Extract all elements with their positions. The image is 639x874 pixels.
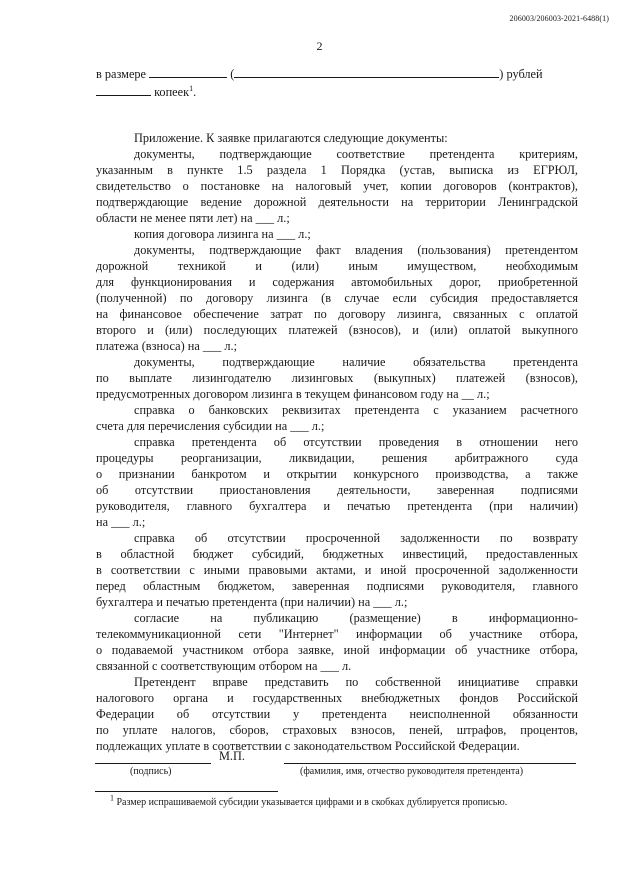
attachment-line: в соответствии с иными правовыми актами, и иной просроченной задолженности [96, 563, 578, 577]
amount-open-paren: ( [230, 67, 235, 81]
attachment-line: счета для перечисления субсидии на ___ л.; [96, 419, 325, 433]
page-number: 2 [316, 39, 323, 53]
attachment-line: на ___ л.; [96, 515, 146, 529]
attachment-line: области не менее пяти лет) на ___ л.; [96, 211, 290, 225]
signature-line [95, 762, 211, 764]
footnote-separator [95, 791, 278, 792]
footnote-text: Размер испрашиваемой субсидии указывается цифрами и в скобках дублируется прописью. [116, 797, 508, 808]
amount-rubles-label: ) рублей [499, 67, 543, 81]
attachment-line: по выплате лизингодателю лизинговых (выкупных) платежей (взносов), [96, 371, 578, 385]
stamp-label: М.П. [219, 749, 245, 763]
attachment-line: на финансовое обеспечение затрат по договору лизинга, связанных с оплатой [96, 307, 578, 321]
attachment-line: о подаваемой участником отбора заявке, иной информации об участнике отбора, [96, 643, 578, 657]
kopecks-line: копеек$^1$. [96, 84, 578, 100]
attachment-line: дорожной техникой и (или) иным имуществом, необходимым [96, 259, 578, 273]
attachment-line: бухгалтера и печатью претендента (при наличии) на ___ л.; [96, 595, 408, 609]
kopecks-label: копеек [154, 85, 190, 99]
name-caption: (фамилия, имя, отчество руководителя претендента) [300, 766, 524, 777]
attachment-line: справка претендента об отсутствии проведения в отношении него [134, 435, 578, 449]
attachment-line: о признании банкротом и открытии конкурсного производства, а также [96, 467, 578, 481]
name-line [284, 762, 576, 764]
attachment-line: подлежащих уплате в соответствии с законодательством Российской Федерации. [96, 739, 520, 753]
attachment-line: руководителя, главного бухгалтера и печатью претендента (при наличии) [96, 499, 578, 513]
amount-digits-blank [149, 66, 227, 78]
attachment-line: перед областным бюджетом, заверенная подписями руководителя, главного [96, 579, 578, 593]
attachment-line: согласие на публикацию (размещение) в информационно- [134, 611, 578, 625]
attachment-line: подтверждающие ведение дорожной деятельности на территории Ленинградской [96, 195, 578, 209]
kopecks-blank [96, 84, 151, 96]
amount-footnote-mark: 1 [189, 83, 194, 93]
footnote-mark: 1 [110, 793, 114, 803]
attachment-line: указанным в пункте 1.5 раздела 1 Порядка (устав, выписка из ЕГРЮЛ, [96, 163, 578, 177]
attachment-line: по уплате налогов, сборов, страховых взносов, пеней, штрафов, процентов, [96, 723, 578, 737]
amount-size-label: в размере [96, 67, 147, 81]
attachment-line: в областной бюджет субсидий, бюджетных инвестиций, предоставленных [96, 547, 578, 561]
attachment-line: документы, подтверждающие факт владения (пользования) претендентом [134, 243, 578, 257]
signature-caption: (подпись) [130, 766, 172, 777]
attachment-line: Федерации об отсутствии у претендента неисполненной обязанности [96, 707, 578, 721]
attachment-line: документы, подтверждающие соответствие претендента критериям, [134, 147, 578, 161]
attachment-line: (полученной) по договору лизинга (в случае если субсидия предоставляется [96, 291, 578, 305]
amount-line [96, 66, 578, 82]
attachment-line: телекоммуникационной сети "Интернет" информации об участнике отбора, [96, 627, 578, 641]
attachment-line: копия договора лизинга на ___ л.; [134, 227, 311, 241]
attachments-intro: Приложение. К заявке прилагаются следующие документы: [134, 131, 448, 145]
attachment-line: справка об отсутствии просроченной задолженности по возврату [134, 531, 578, 545]
attachment-line: справка о банковских реквизитах претендента с указанием расчетного [134, 403, 578, 417]
amount-words-blank [234, 66, 499, 78]
attachment-line: связанной с соответствующим отбором на ___ л. [96, 659, 352, 673]
attachment-line: документы, подтверждающие наличие обязательства претендента [134, 355, 578, 369]
attachment-line: об отсутствии приостановления деятельности, заверенная подписями [96, 483, 578, 497]
attachment-line: платежа (взноса) на ___ л.; [96, 339, 238, 353]
attachment-line: процедуры реорганизации, ликвидации, решения арбитражного суда [96, 451, 578, 465]
attachment-line: предусмотренных договором лизинга в текущем финансовом году на __ л.; [96, 387, 490, 401]
attachment-line: второго и (или) последующих платежей (взносов), и (или) оплатой выкупного [96, 323, 578, 337]
attachment-line: свидетельство о постановке на налоговый учет, копии договоров (контрактов), [96, 179, 578, 193]
footnote [110, 793, 508, 808]
attachment-line: для функционирования и содержания автомобильных дорог, приобретенной [96, 275, 578, 289]
document-id: 206003/206003-2021-6488(1) [509, 14, 609, 23]
attachment-line: налогового органа и государственных внебюджетных фондов Российской [96, 691, 578, 705]
attachment-line: Претендент вправе представить по собственной инициативе справки [134, 675, 578, 689]
